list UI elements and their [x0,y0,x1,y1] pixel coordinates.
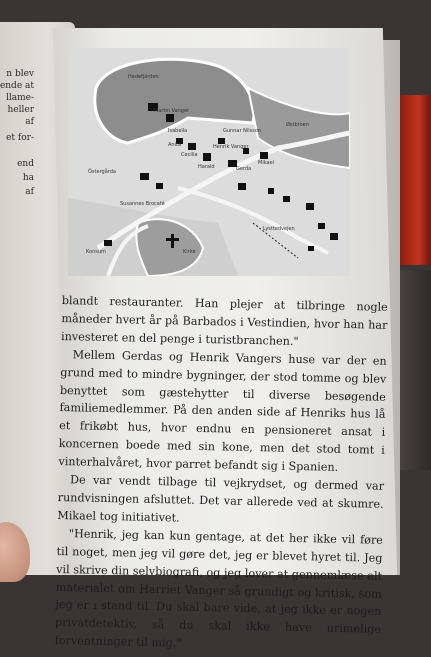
left-page-fragment: ha [22,173,34,183]
map-label-henrik: Henrik Vanger [213,144,249,150]
left-page-fragment: af [25,117,34,127]
left-page-fragment: ende at [0,81,34,91]
paragraph: "Henrik, jeg kan kun gentage, at det her ikke vil føre til noget, men jeg vil gøre det, jeg er blevet hyret til. Jeg vil skrive din selvbiografi, og jeg lover at gennemlæse alt materialet om Harriet Vanger så grundigt og kritisk, som jeg er i stand til. Du skal bare vide, at jeg ikke er nogen privatdetektiv, så du skal ikke have urimelige forventninger til mig." [54,526,384,650]
map-building [104,240,112,246]
map-building [188,143,196,150]
map-label-cecilia: Cecilia [181,152,198,158]
map-building [140,173,149,180]
left-page-fragment: end [17,159,34,169]
map-label-west-farm: Östergårda [88,169,116,175]
map-label-martin: Martin Vanger [154,108,190,114]
map-label-church: Kirke [183,249,196,255]
map-building [283,196,290,202]
map-label-mikael: Mikael [258,160,275,166]
map-label-store: Konsum [86,249,106,255]
map-building [166,114,174,122]
left-page-fragment: llame- [5,93,34,103]
paragraph: blandt restauranter. Han plejer at tilbringe nogle måneder hvert år på Barbados i Vestindien, hvor han har investeret en del penge i turistbranchen." [60,293,388,348]
left-page-fragment: heller [7,105,34,115]
village-map [68,48,350,276]
map-label-gunnar: Gunnar Nilsson [223,128,262,134]
map-building [330,233,338,240]
map-label-harald: Harald [198,164,215,170]
map-building [203,153,211,161]
book-body-text [54,292,387,657]
left-page-fragment: af [25,187,34,197]
map-building [268,188,274,194]
map-building [260,152,268,159]
map-building [308,246,314,251]
map-label-anita: Anita [168,142,182,148]
map-label-isabella: Isabella [168,128,188,134]
map-building [318,223,325,229]
map-building [306,203,314,210]
map-label-water: Hedefjärden [128,74,159,80]
map-building [238,183,246,190]
background-book-dark [398,270,431,470]
map-label-west-cottage: Susannes Brocafé [120,201,165,207]
left-page-fragment: n blev [6,69,34,79]
map-label-east-road: Østbroen [286,122,309,128]
map-building [156,183,163,189]
left-page-fragment: et for- [6,133,34,143]
map-label-gerda: Gerda [236,166,252,172]
paragraph: Mellem Gerdas og Henrik Vangers huse var der en grund med to mindre bygninger, der stod tomme og blev benyttet som gæstehytter til diverse besøgende familiemedlemmer. På den anden side af Henriks hus lå et frikøbt hus, hvor endnu en pensioneret ansat i koncernen boede med sin kone, men det stod tomt i vinterhalvåret, hvor parret befandt sig i Spanien. [58,347,387,474]
map-label-south-road: Lysttedvejen [263,226,295,232]
background-book-red [400,95,431,265]
paragraph: De var vendt tilbage til vejkrydset, og dermed var rundvisningen afsluttet. Det var allerede ved at skumre. Mikael tog initiativet. [57,473,385,525]
